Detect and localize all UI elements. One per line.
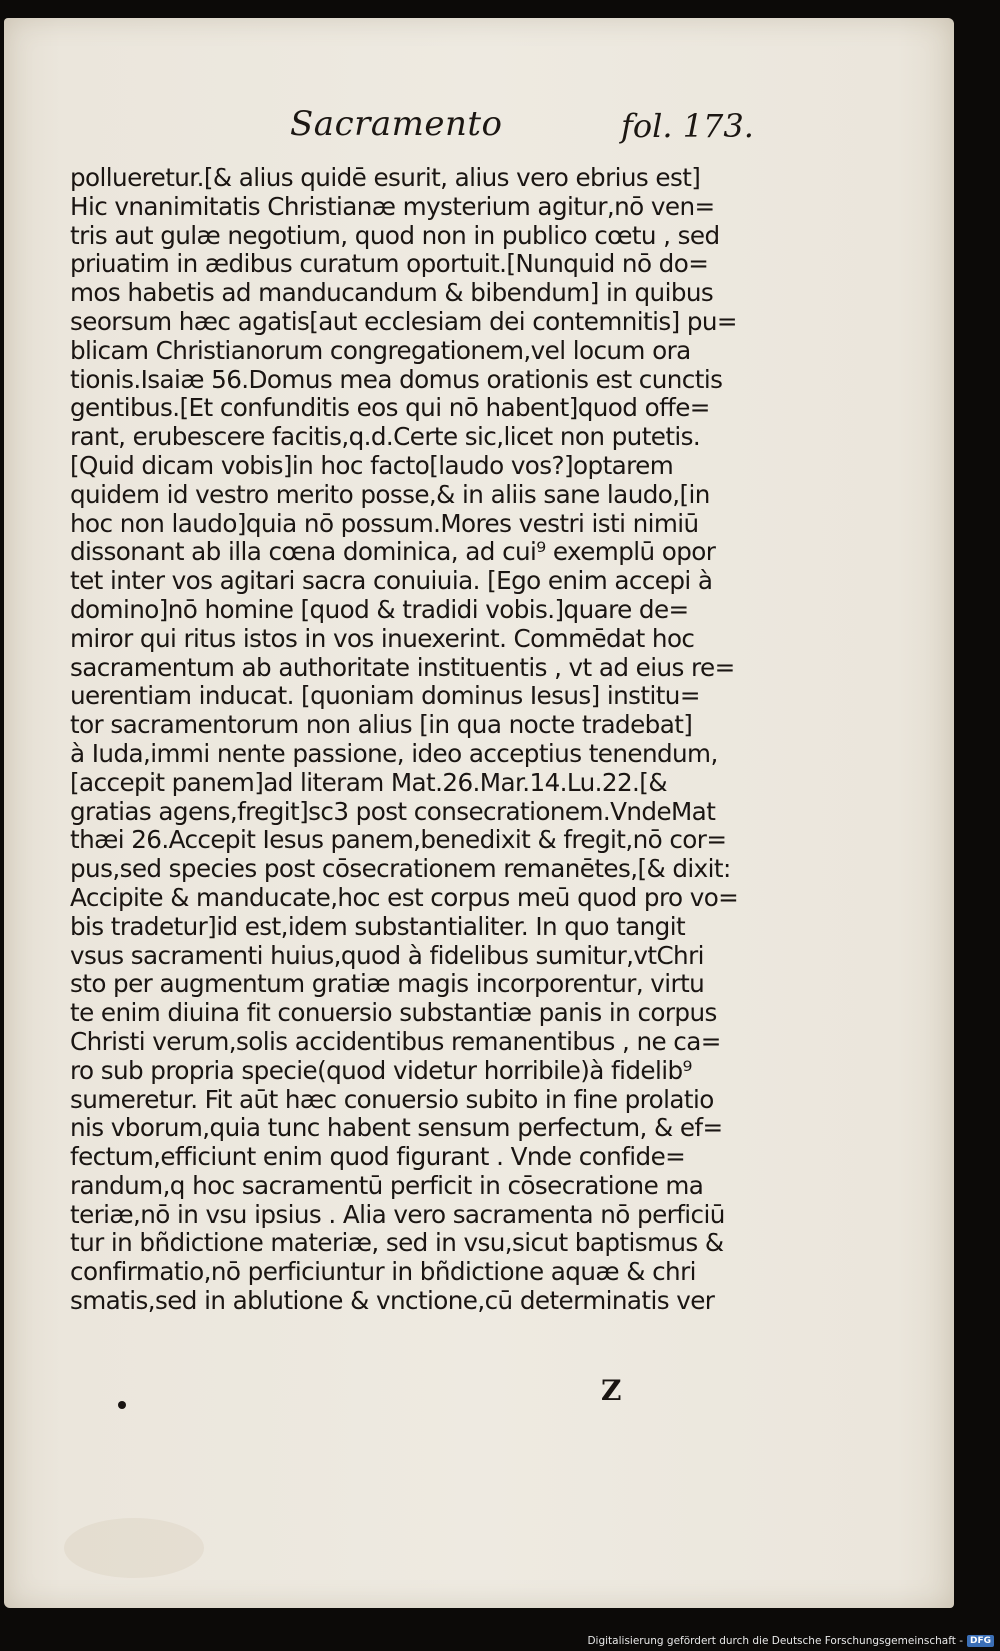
text-line: teriæ,nō in vsu ipsius . Alia vero sacramenta nō perficiū [70, 1199, 725, 1229]
folio-number: fol. 173. [621, 107, 754, 145]
text-line: tris aut gulæ negotium, quod non in publico cœtu , sed [70, 220, 720, 250]
paper-stain [64, 1518, 204, 1578]
text-line: tionis.Isaiæ 56.Domus mea domus orationis est cunctis [70, 364, 723, 394]
body-text [70, 164, 770, 1316]
running-head: Sacramento [290, 104, 503, 144]
text-line: uerentiam inducat. [quoniam dominus Iesus] institu= [70, 681, 700, 711]
text-line: smatis,sed in ablutione & vnctione,cū determinatis ver [70, 1286, 715, 1316]
text-line: ro sub propria specie(quod videtur horribile)à fidelib⁹ [70, 1055, 692, 1085]
text-line: tet inter vos agitari sacra conuiuia. [Ego enim accepi à [70, 566, 713, 596]
text-line: hoc non laudo]quia nō possum.Mores vestri isti nimiū [70, 508, 699, 538]
text-line: Hic vnanimitatis Christianæ mysterium agitur,nō ven= [70, 191, 715, 221]
text-line: miror qui ritus istos in vos inuexerint. Commēdat hoc [70, 623, 695, 653]
text-line: quidem id vestro merito posse,& in aliis sane laudo,[in [70, 479, 710, 509]
dfg-logo-icon: DFG [967, 1635, 994, 1647]
text-line: pus,sed species post cōsecrationem remanētes,[& dixit: [70, 854, 731, 884]
text-line: thæi 26.Accepit Iesus panem,benedixit & fregit,nō cor= [70, 825, 727, 855]
book-page [4, 18, 954, 1608]
text-line: tur in bñdictione materiæ, sed in vsu,sicut baptismus & [70, 1228, 724, 1258]
text-line: nis vborum,quia tunc habent sensum perfectum, & ef= [70, 1113, 723, 1143]
text-line: à Iuda,immi nente passione, ideo acceptius tenendum, [70, 738, 718, 768]
text-line: vsus sacramenti huius,quod à fidelibus sumitur,vtChri [70, 940, 704, 970]
text-line: sto per augmentum gratiæ magis incorporentur, virtu [70, 969, 705, 999]
text-line: [accepit panem]ad literam Mat.26.Mar.14.Lu.22.[& [70, 767, 667, 797]
page-dot-mark [118, 1401, 126, 1409]
signature-mark: Z [601, 1374, 622, 1407]
text-line: confirmatio,nō perficiuntur in bñdictione aquæ & chri [70, 1257, 696, 1287]
text-line: gratias agens,fregit]sc3 post consecrationem.VndeMat [70, 796, 716, 826]
text-line: te enim diuina fit conuersio substantiæ panis in corpus [70, 998, 717, 1028]
text-line: sumeretur. Fit aūt hæc conuersio subito in fine prolatio [70, 1084, 714, 1114]
text-line: rant, erubescere facitis,q.d.Certe sic,licet non putetis. [70, 422, 701, 452]
text-line: priuatim in ædibus curatum oportuit.[Nunquid nō do= [70, 249, 709, 279]
text-line: sacramentum ab authoritate instituentis , vt ad eius re= [70, 652, 735, 682]
text-line: randum,q hoc sacramentū perficit in cōsecratione ma [70, 1170, 704, 1200]
text-line: domino]nō homine [quod & tradidi vobis.]quare de= [70, 594, 689, 624]
text-line: mos habetis ad manducandum & bibendum] in quibus [70, 278, 714, 308]
text-line: gentibus.[Et confunditis eos qui nō habent]quod offe= [70, 393, 710, 423]
text-line: blicam Christianorum congregationem,vel locum ora [70, 335, 691, 365]
text-line: Accipite & manducate,hoc est corpus meū quod pro vo= [70, 882, 739, 912]
text-line: [Quid dicam vobis]in hoc facto[laudo vos?]optarem [70, 450, 674, 480]
text-line: tor sacramentorum non alius [in qua nocte tradebat] [70, 710, 693, 740]
text-line: dissonant ab illa cœna dominica, ad cui⁹ exemplū opor [70, 537, 716, 567]
text-line: bis tradetur]id est,idem substantialiter. In quo tangit [70, 911, 686, 941]
credit-text: Digitalisierung gefördert durch die Deutsche Forschungsgemeinschaft - [587, 1635, 963, 1647]
digitization-credit [587, 1635, 994, 1647]
text-line: seorsum hæc agatis[aut ecclesiam dei contemnitis] pu= [70, 306, 737, 336]
text-line: pollueretur.[& alius quidē esurit, alius vero ebrius est] [70, 163, 701, 192]
text-line: Christi verum,solis accidentibus remanentibus , ne ca= [70, 1026, 721, 1056]
text-line: fectum,efficiunt enim quod figurant . Vnde confide= [70, 1142, 686, 1172]
